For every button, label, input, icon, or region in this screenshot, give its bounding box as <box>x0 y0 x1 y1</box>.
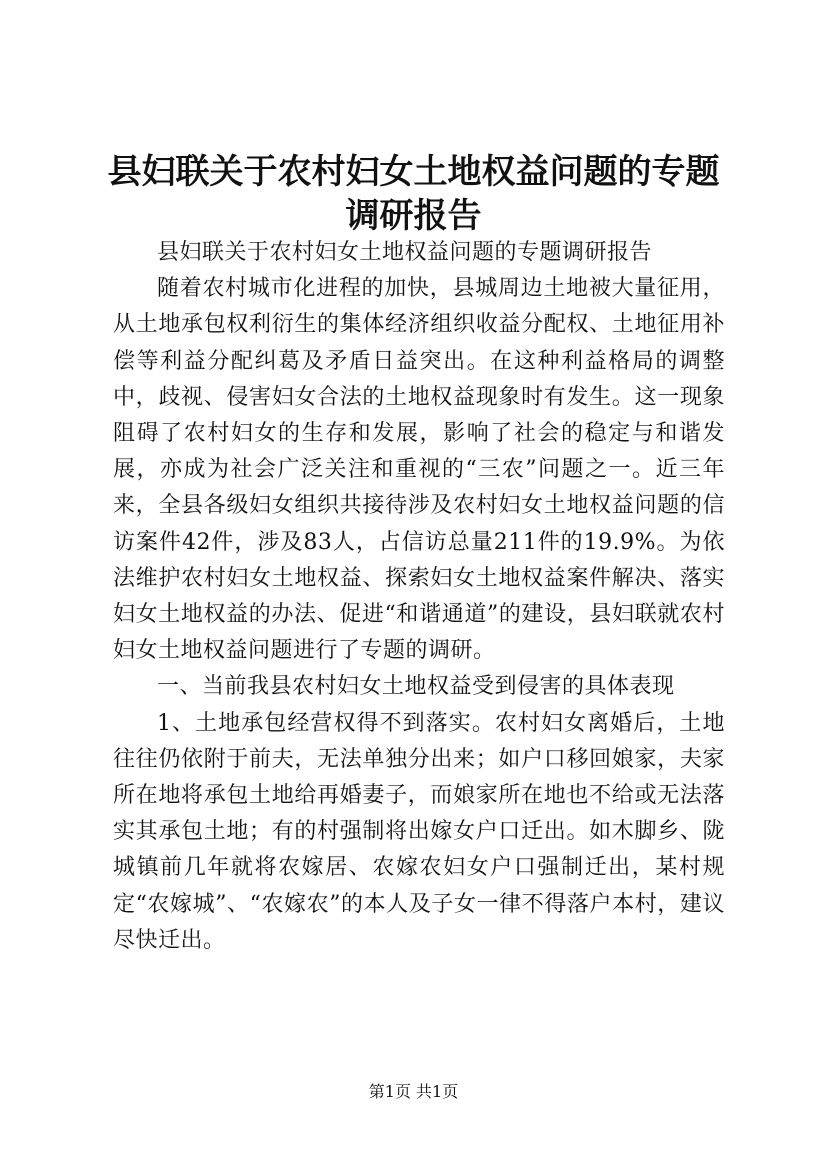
body-paragraph-intro: 随着农村城市化进程的加快，县城周边土地被大量征用，从土地承包权利衍生的集体经济组织收益分配权、土地征用补偿等利益分配纠葛及矛盾日益突出。在这种利益格局的调整中，歧视、侵害妇女合法的土地权益现象时有发生。这一现象阻碍了农村妇女的生存和发展，影响了社会的稳定与和谐发展，亦成为社会广泛关注和重视的“三农”问题之一。近三年来，全县各级妇女组织共接待涉及农村妇女土地权益问题的信访案件42件，涉及83人，占信访总量211件的19.9%。为依法维护农村妇女土地权益、探索妇女土地权益案件解决、落实妇女土地权益的办法、促进“和谐通道”的建设，县妇联就农村妇女土地权益问题进行了专题的调研。 <box>113 276 725 664</box>
section-heading-1: 一、当前我县农村妇女土地权益受到侵害的具体表现 <box>157 674 675 700</box>
page-number-footer: 第1页 共1页 <box>368 1082 459 1101</box>
document-body <box>113 235 725 959</box>
body-paragraph-subtitle: 县妇联关于农村妇女土地权益问题的专题调研报告 <box>157 240 653 265</box>
document-title: 县妇联关于农村妇女土地权益问题的专题调研报告 <box>107 152 720 236</box>
body-paragraph-item-1: 1、土地承包经营权得不到落实。农村妇女离婚后，土地往往仍依附于前夫，无法单独分出来；如户口移回娘家，夫家所在地将承包土地给再婚妻子，而娘家所在地也不给或无法落实其承包土地；有的村强制将出嫁女户口迁出。如木脚乡、陇城镇前几年就将农嫁居、农嫁农妇女户口强制迁出，某村规定“农嫁城”、“农嫁农”的本人及子女一律不得落户本村，建议尽快迁出。 <box>113 710 725 953</box>
